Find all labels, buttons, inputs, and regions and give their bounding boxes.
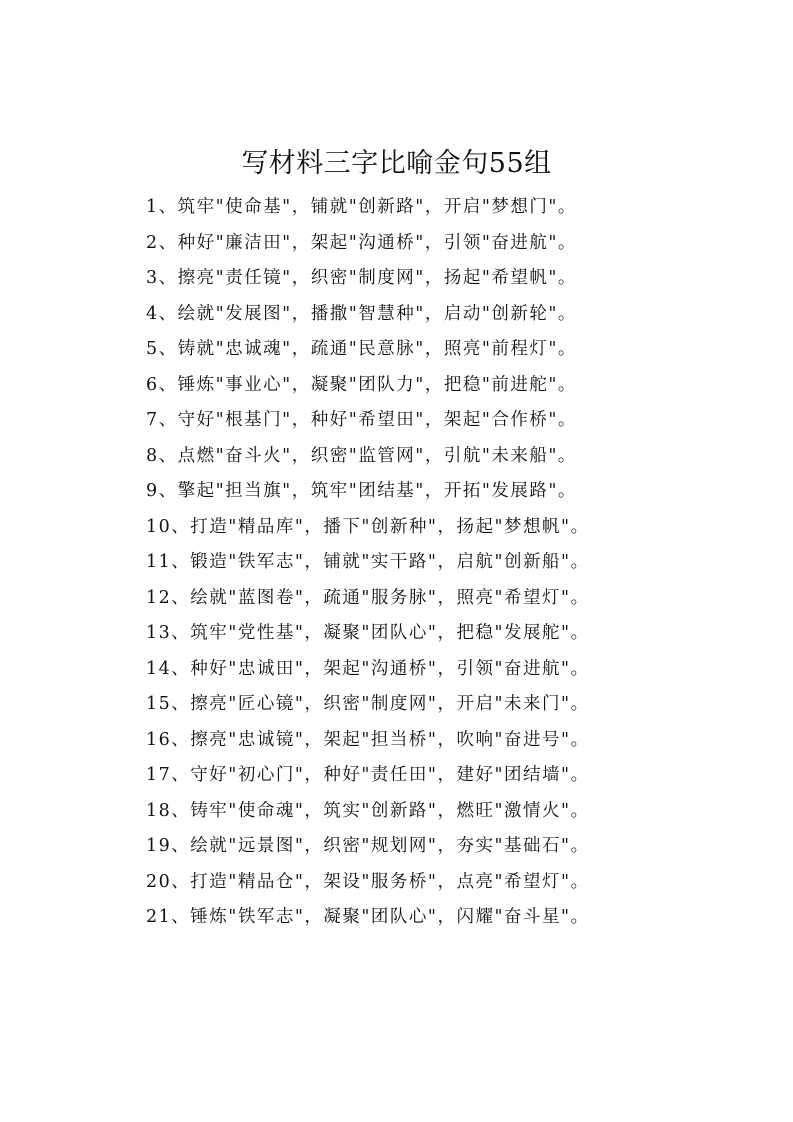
list-item: 19、绘就"远景图"，织密"规划网"，夯实"基础石"。 <box>146 836 590 856</box>
list-item: 6、锤炼"事业心"，凝聚"团队力"，把稳"前进舵"。 <box>146 374 577 395</box>
list-item: 16、擦亮"忠诚镜"，架起"担当桥"，吹响"奋进号"。 <box>146 729 590 750</box>
list-item: 8、点燃"奋斗火"，织密"监管网"，引航"未来船"。 <box>146 445 577 466</box>
sentence-list <box>146 190 590 936</box>
list-item: 11、锻造"铁军志"，铺就"实干路"，启航"创新船"。 <box>146 552 590 572</box>
list-item: 9、擎起"担当旗"，筑牢"团结基"，开拓"发展路"。 <box>146 481 577 501</box>
list-item: 21、锤炼"铁军志"，凝聚"团队心"，闪耀"奋斗星"。 <box>146 907 590 927</box>
list-item: 4、绘就"发展图"，播撒"智慧种"，启动"创新轮"。 <box>146 303 577 324</box>
list-item: 3、擦亮"责任镜"，织密"制度网"，扬起"希望帆"。 <box>146 268 577 288</box>
list-item: 18、铸牢"使命魂"，筑实"创新路"，燃旺"激情火"。 <box>146 800 590 821</box>
list-item: 10、打造"精品库"，播下"创新种"，扬起"梦想帆"。 <box>146 516 590 537</box>
list-item: 14、种好"忠诚田"，架起"沟通桥"，引领"奋进航"。 <box>146 658 590 679</box>
list-item: 12、绘就"蓝图卷"，疏通"服务脉"，照亮"希望灯"。 <box>146 587 590 608</box>
list-item: 5、铸就"忠诚魂"，疏通"民意脉"，照亮"前程灯"。 <box>146 339 577 359</box>
document-title: 写材料三字比喻金句55组 <box>241 148 552 179</box>
list-item: 7、守好"根基门"，种好"希望田"，架起"合作桥"。 <box>146 410 577 430</box>
list-item: 20、打造"精品仓"，架设"服务桥"，点亮"希望灯"。 <box>146 871 590 892</box>
list-item: 1、筑牢"使命基"，铺就"创新路"，开启"梦想门"。 <box>146 197 577 217</box>
list-item: 17、守好"初心门"，种好"责任田"，建好"团结墙"。 <box>146 765 590 785</box>
list-item: 15、擦亮"匠心镜"，织密"制度网"，开启"未来门"。 <box>146 694 590 714</box>
list-item: 13、筑牢"党性基"，凝聚"团队心"，把稳"发展舵"。 <box>146 623 590 643</box>
list-item: 2、种好"廉洁田"，架起"沟通桥"，引领"奋进航"。 <box>146 232 577 253</box>
